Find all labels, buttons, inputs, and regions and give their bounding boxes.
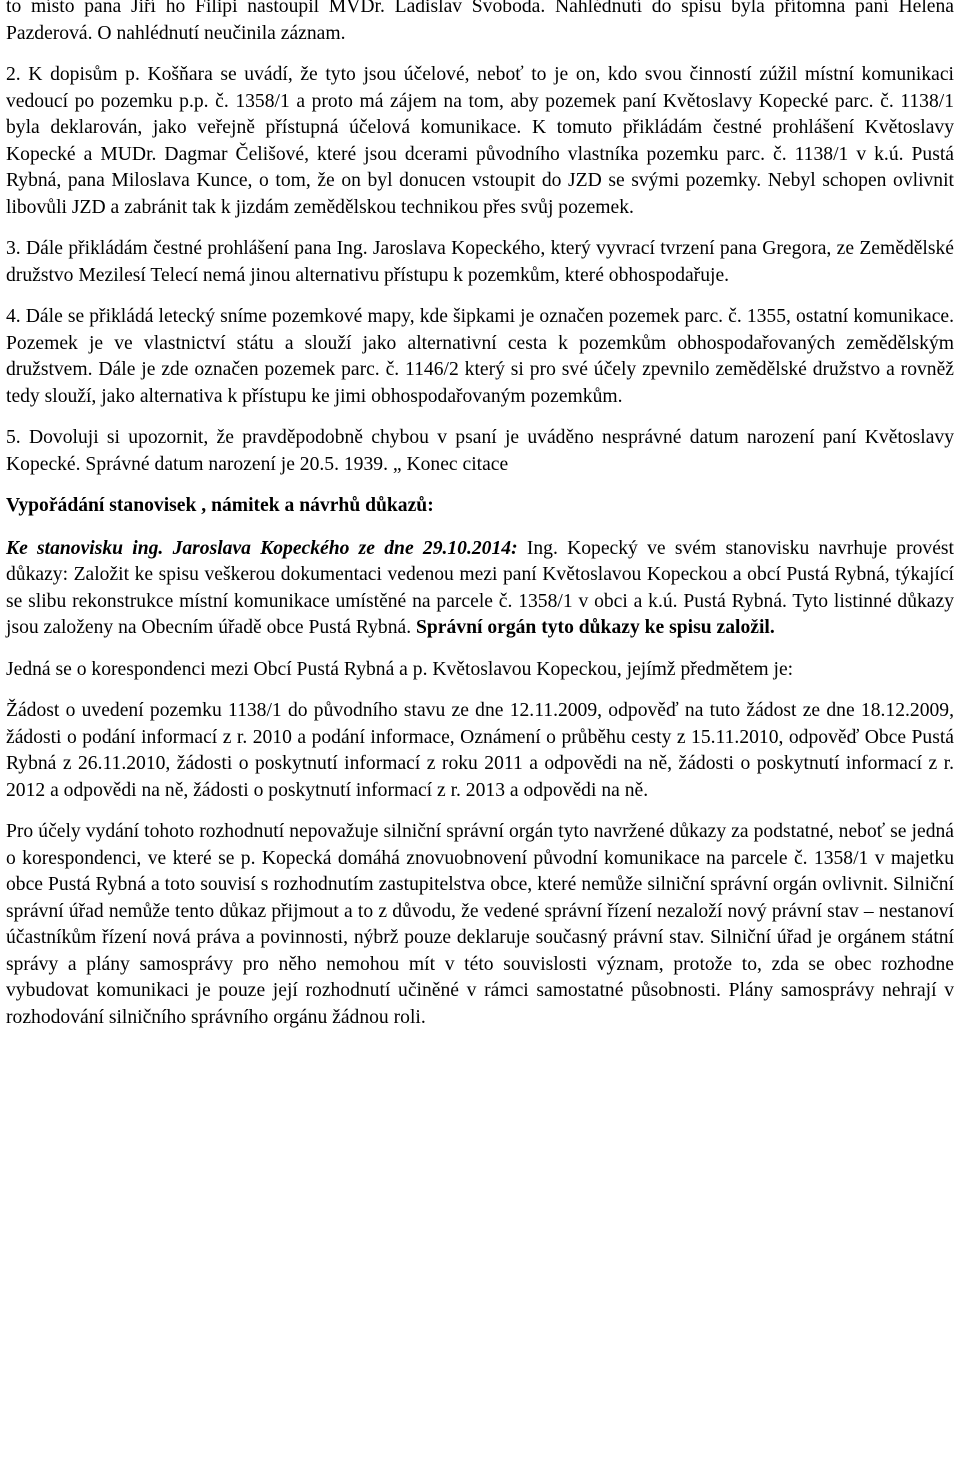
paragraph-zadost: Žádost o uvedení pozemku 1138/1 do původního stavu ze dne 12.11.2009, odpověď na tuto žádost ze dne 18.12.2009, žádosti o podání informací z r. 2010 a podání informace, Oznámení o průběhu cesty z 15.11.2010, odpověď Obce Pustá Rybná z 26.11.2010, žádosti o poskytnutí informací z roku 2011 a odpovědi na ně, žádosti o poskytnutí informací z r. 2012 a odpovědi na ně, žádosti o poskytnutí informací z r. 2013 a odpovědi na ně. [6, 700, 954, 801]
paragraph-item-5: 5. Dovoluji si upozornit, že pravděpodobně chybou v psaní je uváděno nesprávné datum narození paní Květoslavy Kopecké. Správné datum narození je 20.5. 1939. „ Konec citace [6, 427, 954, 475]
paragraph-item-3: 3. Dále přikládám čestné prohlášení pana Ing. Jaroslava Kopeckého, který vyvrací tvrzení pana Gregora, ze Zemědělské družstvo Mezilesí Telecí nemá jinou alternativu přístupu k pozemkům, které obhospodařuje. [6, 238, 954, 286]
paragraph-korespondence: Jedná se o korespondenci mezi Obcí Pustá Rybná a p. Květoslavou Kopeckou, jejímž předmětem je: [6, 658, 794, 680]
section-heading: Vypořádání stanovisek , námitek a návrhů důkazů: [6, 495, 434, 516]
paragraph-intro: to místo pana Jiří ho Filipi nastoupil MVDr. Ladislav Svoboda. Nahlédnutí do spisu byla přítomna paní Helena Pazderová. O nahlédnutí neučinila záznam. [6, 0, 954, 44]
stanovisko-conclusion: Správní orgán tyto důkazy ke spisu založil. [416, 617, 775, 638]
stanovisko-body: Ing. Kopecký ve svém stanovisku navrhuje provést důkazy: Založit ke spisu veškerou dokumentaci vedenou mezi paní Květoslavou Kopeckou a obcí Pustá Rybná, týkající se slibu rekonstrukce místní komunikace umístěné na parcele č. 1358/1 v obci a k.ú. Pustá Rybná. Tyto listinné důkazy jsou založeny na Obecním úřadě obce Pustá Rybná. [6, 537, 954, 638]
paragraph-item-2: 2. K dopisům p. Košňara se uvádí, že tyto jsou účelové, neboť to je on, kdo svou činností zúžil místní komunikaci vedoucí po pozemku p.p. č. 1358/1 a proto má zájem na tom, aby pozemek paní Květoslavy Kopecké parc. č. 1138/1 byla deklarován, jako veřejně přístupná účelová komunikace. K tomuto přikládám čestné prohlášení Květoslavy Kopecké a MUDr. Dagmar Čelišové, které jsou dcerami původního vlastníka pozemku parc. č. 1138/1 v k.ú. Pustá Rybná, pana Miloslava Kunce, o tom, že on byl donucen vstoupit do JZD se svými pozemky. Nebyl schopen ovlivnit libovůli JZD a zabránit tak k jizdám zemědělskou technikou přes svůj pozemek. [6, 64, 954, 218]
paragraph-ucely: Pro účely vydání tohoto rozhodnutí nepovažuje silniční správní orgán tyto navržené důkazy za podstatné, neboť se jedná o korespondenci, ve které se p. Kopecká domáhá znovuobnovení původní komunikace na parcele č. 1358/1 v majetku obce Pustá Rybná a toto souvisí s rozhodnutím zastupitelstva obce, které nemůže silniční správní orgán ovlivnit. Silniční správní úřad nemůže tento důkaz přijmout a to z důvodu, že vedené správní řízení nezaloží nový právní stav – nestanoví účastníkům řízení nová práva a povinnosti, nýbrž pouze deklaruje současný právní stav. Silniční úřad je orgánem státní správy a plány samosprávy pro něho nemohou mít v této souvislosti význam, protože to, zda se obec rozhodne vybudovat komunikaci je pouze její rozhodnutí učiněné v rámci samostatné působnosti. Plány samosprávy nehrají v rozhodování silničního správního orgánu žádnou roli. [6, 821, 954, 1028]
stanovisko-lead: Ke stanovisku ing. Jaroslava Kopeckého ze dne 29.10.2014: [6, 537, 518, 559]
paragraph-stanovisko [6, 536, 954, 642]
paragraph-item-4: 4. Dále se přikládá letecký sníme pozemkové mapy, kde šipkami je označen pozemek parc. č. 1355, ostatní komunikace. Pozemek je ve vlastnictví státu a slouží jako alternativní cesta k pozemkům obhospodařovaných zemědělským družstvem. Dále je zde označen pozemek parc. č. 1146/2 který si pro své účely zpevnilo zemědělské družstvo a rovněž tedy slouží, jako alternativa k přístupu ke jimi obhospodařovaným pozemkům. [6, 306, 954, 407]
